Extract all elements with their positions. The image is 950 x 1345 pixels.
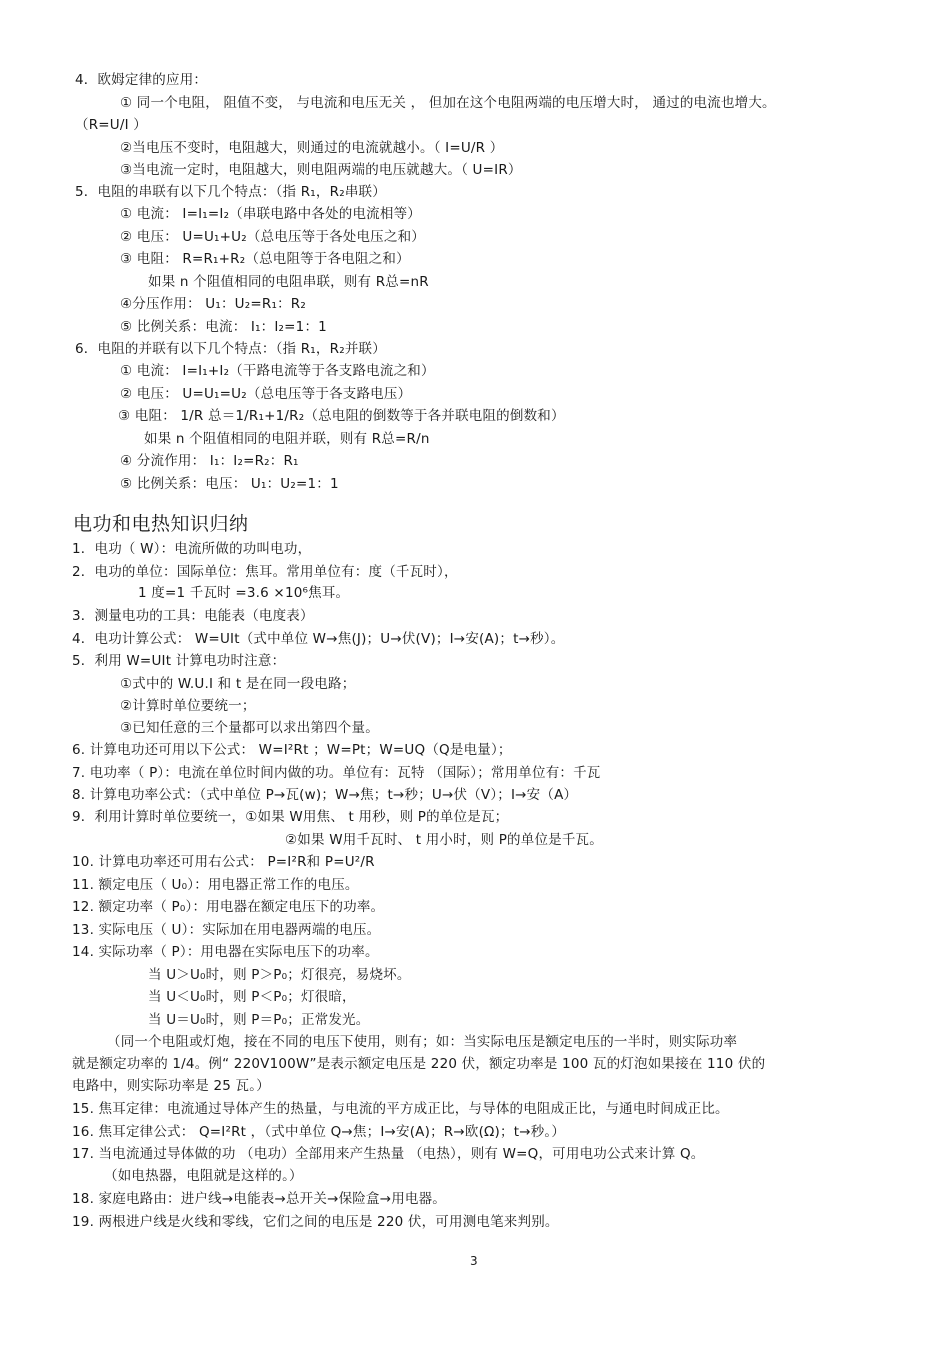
text-line: 5．电阻的串联有以下几个特点：（指 R₁，R₂串联） [75,184,386,200]
text-line: 10. 计算电功率还可用右公式： P=I²R和 P=U²/R [72,854,375,870]
text-line: ① 电流： I=I₁=I₂（串联电路中各处的电流相等） [120,206,421,222]
text-line: 5．利用 W=UIt 计算电功时注意： [72,653,286,669]
text-line: 6．电阻的并联有以下几个特点：（指 R₁，R₂并联） [75,341,386,357]
text-line: 当 U＞U₀时，则 P＞P₀；灯很亮，易烧坏。 [148,967,411,983]
text-line: 7. 电功率（ P）：电流在单位时间内做的功。单位有：瓦特 （国际）；常用单位有：千瓦 [72,765,601,781]
text-line: 如果 n 个阻值相同的电阻并联，则有 R总=R/n [144,431,430,447]
text-line: 当 U＜U₀时，则 P＜P₀；灯很暗， [148,989,356,1005]
text-line: 13. 实际电压（ U）：实际加在用电器两端的电压。 [72,922,381,938]
text-line: 就是额定功率的 1/4。例“ 220V100W”是表示额定电压是 220 伏，额定功率是 100 瓦的灯泡如果接在 110 伏的 [72,1056,766,1072]
text-line: 1 度=1 千瓦时 =3.6 ×10⁶焦耳。 [138,585,350,601]
text-line: 1．电功（ W）：电流所做的功叫电功， [72,541,312,557]
text-line: 9．利用计算时单位要统一，①如果 W用焦、 t 用秒，则 P的单位是瓦； [72,809,509,825]
text-line: ③ 电阻： R=R₁+R₂（总电阻等于各电阻之和） [120,251,410,267]
text-line: （同一个电阻或灯炮，接在不同的电压下使用，则有；如：当实际电压是额定电压的一半时，则实际功率 [107,1034,738,1050]
text-line: 18. 家庭电路由：进户线→电能表→总开关→保险盒→用电器。 [72,1191,447,1207]
text-line: 17. 当电流通过导体做的功 （电功）全部用来产生热量 （电热），则有 W=Q，可用电功公式来计算 Q。 [72,1146,705,1162]
text-line: 如果 n 个阻值相同的电阻串联，则有 R总=nR [148,274,429,290]
text-line: 14. 实际功率（ P）：用电器在实际电压下的功率。 [72,944,379,960]
text-line: 11. 额定电压（ U₀）：用电器正常工作的电压。 [72,877,359,893]
text-line: ③当电流一定时，电阻越大，则电阻两端的电压就越大。（ U=IR） [120,162,522,178]
text-line: ③ 电阻： 1/R 总＝1/R₁+1/R₂（总电阻的倒数等于各并联电阻的倒数和） [118,408,565,424]
text-line: 4．欧姆定律的应用： [75,72,208,88]
page-number: 3 [470,1254,478,1268]
section-heading: 电功和电热知识归纳 [73,513,249,535]
text-line: ④分压作用： U₁：U₂=R₁：R₂ [120,296,306,312]
text-line: （R=U/I ） [75,117,147,133]
text-line: 12. 额定功率（ P₀）：用电器在额定电压下的功率。 [72,899,385,915]
text-line: ③已知任意的三个量都可以求出第四个量。 [120,720,379,736]
text-line: 6. 计算电功还可用以下公式： W=I²Rt ；W=Pt；W=UQ（Q是电量）； [72,742,512,758]
text-line: 4．电功计算公式： W=UIt（式中单位 W→焦(J)；U→伏(V)；I→安(A)；t→秒）。 [72,631,565,647]
text-line: 16. 焦耳定律公式： Q=I²Rt ，（式中单位 Q→焦；I→安(A)；R→欧(Ω)；t→秒。） [72,1124,566,1140]
text-line: ② 电压： U=U₁+U₂（总电压等于各处电压之和） [120,229,425,245]
text-line: ① 电流： I=I₁+I₂（干路电流等于各支路电流之和） [120,363,435,379]
text-line: ① 同一个电阻， 阻值不变， 与电流和电压无关 ， 但加在这个电阻两端的电压增大时， 通过的电流也增大。 [120,95,776,111]
text-line: 电路中，则实际功率是 25 瓦。） [72,1078,270,1094]
text-line: ②计算时单位要统一； [120,698,256,714]
text-line: ①式中的 W.U.I 和 t 是在同一段电路； [120,676,356,692]
text-line: ⑤ 比例关系：电压： U₁：U₂=1：1 [120,476,339,492]
text-line: 8. 计算电功率公式：（式中单位 P→瓦(w)；W→焦；t→秒；U→伏（V）；I→安（A） [72,787,578,803]
text-line: 当 U＝U₀时，则 P＝P₀；正常发光。 [148,1012,370,1028]
text-line: ④ 分流作用： I₁：I₂=R₂：R₁ [120,453,299,469]
text-line: ②如果 W用千瓦时、 t 用小时，则 P的单位是千瓦。 [285,832,603,848]
text-line: 19. 两根进户线是火线和零线，它们之间的电压是 220 伏，可用测电笔来判别。 [72,1214,559,1230]
text-line: ② 电压： U=U₁=U₂（总电压等于各支路电压） [120,386,412,402]
text-line: ②当电压不变时，电阻越大，则通过的电流就越小。（ I=U/R ） [120,140,504,156]
text-line: 15. 焦耳定律：电流通过导体产生的热量，与电流的平方成正比，与导体的电阻成正比，与通电时间成正比。 [72,1101,729,1117]
text-line: 3．测量电功的工具：电能表（电度表） [72,608,314,624]
text-line: ⑤ 比例关系：电流： I₁：I₂=1：1 [120,319,327,335]
text-line: （如电热器，电阻就是这样的。） [104,1168,303,1184]
text-line: 2．电功的单位：国际单位：焦耳。常用单位有：度（千瓦时）， [72,564,458,580]
